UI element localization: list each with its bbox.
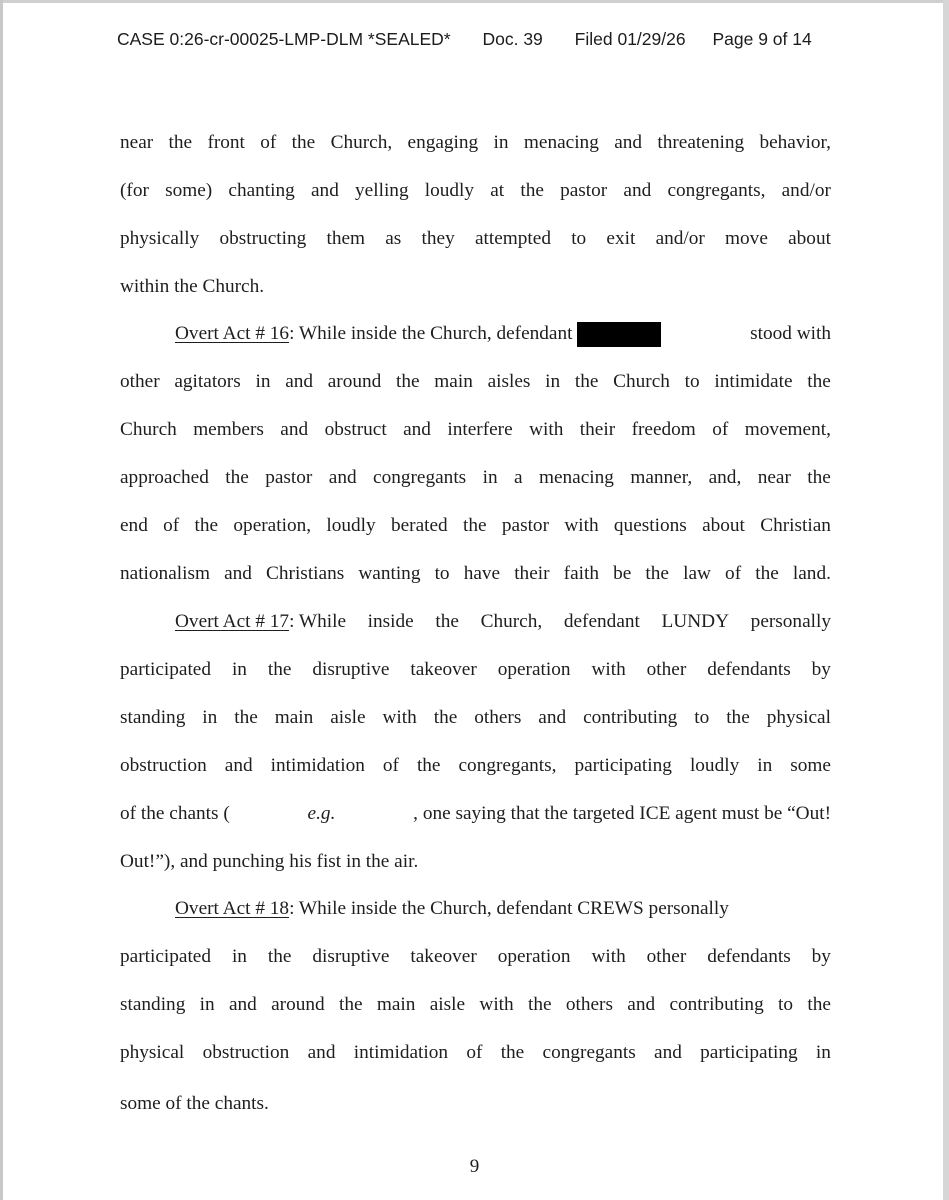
text-line-content (120, 179, 831, 203)
word: yelling (355, 180, 409, 201)
text-line-content (120, 658, 831, 682)
word: obstructing (219, 228, 307, 249)
page-edge-right (943, 0, 949, 1200)
word: physically (120, 228, 200, 249)
word: of (466, 1042, 483, 1063)
text-line-content (120, 754, 831, 778)
word: to (684, 371, 700, 392)
case-number: CASE 0:26-cr-00025-LMP-DLM *SEALED* (117, 29, 451, 49)
word: the (433, 707, 458, 728)
text-line (120, 514, 831, 538)
text-line-content (120, 418, 831, 442)
word: the (267, 946, 292, 967)
word: and (280, 419, 309, 440)
text-line (120, 1092, 831, 1116)
word: intimidation (270, 755, 365, 776)
word: other (120, 371, 160, 392)
word: defendants (707, 946, 791, 967)
word: defendant (563, 611, 640, 632)
text-line (120, 275, 831, 299)
word: freedom (631, 419, 696, 440)
word: and (623, 180, 652, 201)
text-line-content (120, 466, 831, 490)
overt-act-17-first-line (120, 610, 831, 634)
word: participated (120, 659, 212, 680)
text-line (120, 179, 831, 203)
word: (for (120, 180, 149, 201)
word: chanting (228, 180, 295, 201)
word: at (490, 180, 505, 201)
ecf-header (117, 29, 812, 50)
word: menacing (523, 132, 599, 153)
word: defendants (707, 659, 791, 680)
word: and (654, 1042, 682, 1063)
word: the (338, 994, 363, 1015)
word: menacing (538, 467, 614, 488)
word: the (194, 515, 219, 536)
word: and (538, 707, 567, 728)
word: aisle (429, 994, 466, 1015)
page-count: Page 9 of 14 (712, 29, 812, 49)
word: some (790, 755, 831, 776)
word: the (463, 515, 487, 536)
word: loudly (326, 515, 376, 536)
word: members (193, 419, 264, 440)
word: with (382, 707, 417, 728)
chants-prefix: of the chants ( (120, 803, 230, 824)
word: wanting (358, 563, 421, 584)
word: the (291, 132, 316, 153)
word: inside (367, 611, 414, 632)
word: the (267, 659, 292, 680)
text-line (120, 993, 831, 1017)
word: exit (606, 228, 636, 249)
word: and (224, 755, 253, 776)
word: to (694, 707, 710, 728)
word: the (396, 371, 420, 392)
word: of (382, 755, 399, 776)
word: and (328, 467, 357, 488)
word: Church (613, 371, 670, 392)
overt-act-17-heading: Overt Act # 17 (175, 611, 290, 632)
word: main (376, 994, 416, 1015)
word: to (434, 563, 450, 584)
word: by (811, 659, 831, 680)
text-line-content (120, 562, 831, 586)
text-line-content (120, 131, 831, 155)
word: and (627, 994, 656, 1015)
word: disruptive (312, 946, 390, 967)
word: and (228, 994, 257, 1015)
text-line (120, 131, 831, 155)
text-line (120, 227, 831, 251)
page-number: 9 (469, 1156, 480, 1177)
word: Christians (266, 563, 345, 584)
redaction-bar (577, 322, 661, 347)
word: Church, (480, 611, 543, 632)
text-line-content (120, 706, 831, 730)
word: land. (792, 563, 831, 584)
word: their (579, 419, 616, 440)
word: physical (120, 1042, 185, 1063)
word: agitators (174, 371, 241, 392)
word: and/or (655, 228, 705, 249)
word: in (231, 659, 247, 680)
page-edge-top (0, 0, 949, 3)
word: and (614, 132, 643, 153)
word: LUNDY (661, 611, 730, 632)
word: obstruction (120, 755, 207, 776)
overt-act-16-lead: : While inside the Church, defendant (289, 323, 573, 344)
word: the (520, 180, 544, 201)
word: the (527, 994, 552, 1015)
word: and (285, 371, 314, 392)
word: standing (120, 707, 186, 728)
word: : While (289, 611, 347, 632)
text-line-content (120, 370, 831, 394)
overt-act-16-heading: Overt Act # 16 (175, 323, 290, 344)
word: have (463, 563, 501, 584)
word: move (725, 228, 768, 249)
word: the (755, 563, 779, 584)
word: behavior, (759, 132, 831, 153)
word: the (435, 611, 459, 632)
word: contributing (669, 994, 764, 1015)
text-line-content (120, 514, 831, 538)
overt-act-18-first-line (120, 897, 831, 921)
word: them (326, 228, 366, 249)
word: operation (497, 946, 571, 967)
word: other (646, 946, 687, 967)
text-line-content: Out!”), and punching his fist in the air. (120, 851, 419, 872)
filed-date: Filed 01/29/26 (574, 29, 686, 49)
word: operation, (233, 515, 312, 536)
word: others (565, 994, 613, 1015)
word: in (199, 994, 215, 1015)
word: and/or (781, 180, 831, 201)
word: intimidate (714, 371, 793, 392)
word: aisles (487, 371, 531, 392)
word: the (234, 707, 258, 728)
word: front (207, 132, 245, 153)
word: about (788, 228, 831, 249)
word: aisle (330, 707, 366, 728)
word: of (725, 563, 742, 584)
text-line (120, 370, 831, 394)
word: obstruct (324, 419, 387, 440)
word: berated (390, 515, 448, 536)
word: in (757, 755, 773, 776)
word: around (271, 994, 325, 1015)
word: in (545, 371, 561, 392)
word: congregants, (667, 180, 766, 201)
word: be (613, 563, 632, 584)
word: nationalism (120, 563, 210, 584)
word: and, (708, 467, 742, 488)
text-line (120, 658, 831, 682)
word: participated (120, 946, 212, 967)
word: in (815, 1042, 831, 1063)
word: and (311, 180, 339, 201)
word: Church, (330, 132, 393, 153)
word: obstruction (202, 1042, 290, 1063)
word: a (514, 467, 523, 488)
word: contributing (583, 707, 678, 728)
word: attempted (474, 228, 551, 249)
word: loudly (689, 755, 740, 776)
word: the (225, 467, 249, 488)
document-number: Doc. 39 (482, 29, 543, 49)
word: in (202, 707, 218, 728)
text-line-content (120, 1041, 831, 1065)
word: main (434, 371, 473, 392)
word: the (645, 563, 669, 584)
word: manner, (630, 467, 693, 488)
word: to (571, 228, 587, 249)
word: the (168, 132, 193, 153)
word: their (514, 563, 550, 584)
word: to (778, 994, 794, 1015)
word: participating (700, 1042, 798, 1063)
text-line (120, 466, 831, 490)
word: about (702, 515, 745, 536)
text-line (120, 1041, 831, 1065)
overt-act-18-lead: : While inside the Church, defendant CREWS personally (289, 898, 729, 919)
overt-act-17-lead (289, 610, 831, 634)
word: the (807, 467, 831, 488)
word: physical (766, 707, 831, 728)
word: takeover (410, 946, 477, 967)
word: in (255, 371, 271, 392)
text-line (120, 562, 831, 586)
word: takeover (410, 659, 477, 680)
text-line (120, 802, 831, 826)
word: and (403, 419, 431, 440)
word: questions (613, 515, 687, 536)
word: the (726, 707, 750, 728)
word: disruptive (312, 659, 390, 680)
word: loudly (424, 180, 475, 201)
text-line-content (120, 227, 831, 251)
word: pastor (265, 467, 313, 488)
word: in (231, 946, 247, 967)
text-line (120, 754, 831, 778)
word: and (307, 1042, 336, 1063)
word: others (474, 707, 522, 728)
word: of (260, 132, 277, 153)
word: end (120, 515, 148, 536)
word: with (529, 419, 564, 440)
word: of (163, 515, 180, 536)
word: intimidation (353, 1042, 449, 1063)
word: pastor (501, 515, 549, 536)
word: with (564, 515, 599, 536)
text-line (120, 945, 831, 969)
word: personally (750, 611, 831, 632)
word: near (757, 467, 791, 488)
eg-abbreviation: e.g. (307, 803, 336, 824)
word: with (479, 994, 514, 1015)
word: in (482, 467, 498, 488)
text-line (120, 418, 831, 442)
word: with (591, 659, 626, 680)
word: law (683, 563, 711, 584)
text-line (120, 706, 831, 730)
text-line (120, 850, 831, 874)
text-line-content: within the Church. (120, 276, 265, 297)
overt-act-16-first-line (120, 322, 831, 346)
word: they (421, 228, 455, 249)
word: faith (563, 563, 599, 584)
text-line-content (120, 993, 831, 1017)
chants-suffix: , one saying that the targeted ICE agent must be “Out! (413, 803, 831, 824)
word: congregants, (458, 755, 557, 776)
word: interfere (447, 419, 513, 440)
word: congregants (542, 1042, 636, 1063)
word: participating (574, 755, 672, 776)
word: of (712, 419, 729, 440)
word: the (807, 994, 831, 1015)
word: pastor (560, 180, 608, 201)
word: standing (120, 994, 186, 1015)
word: some) (165, 180, 213, 201)
word: Christian (760, 515, 831, 536)
word: main (274, 707, 314, 728)
text-line-content: some of the chants. (120, 1093, 269, 1114)
word: and (224, 563, 252, 584)
word: near (120, 132, 154, 153)
word: operation (497, 659, 571, 680)
word: around (327, 371, 382, 392)
word: Church (120, 419, 177, 440)
word: in (493, 132, 509, 153)
word: approached (120, 467, 209, 488)
text-line-content (120, 945, 831, 969)
word: other (646, 659, 687, 680)
word: the (416, 755, 441, 776)
word: movement, (744, 419, 831, 440)
overt-act-18-heading: Overt Act # 18 (175, 898, 290, 919)
page-edge-left (0, 0, 3, 1200)
word: congregants (373, 467, 467, 488)
word: the (574, 371, 599, 392)
word: the (807, 371, 831, 392)
word: as (385, 228, 402, 249)
word: by (811, 946, 831, 967)
word: the (500, 1042, 525, 1063)
word: threatening (657, 132, 745, 153)
word: with (591, 946, 626, 967)
overt-act-16-after-redaction: stood with (750, 323, 831, 344)
word: engaging (407, 132, 479, 153)
